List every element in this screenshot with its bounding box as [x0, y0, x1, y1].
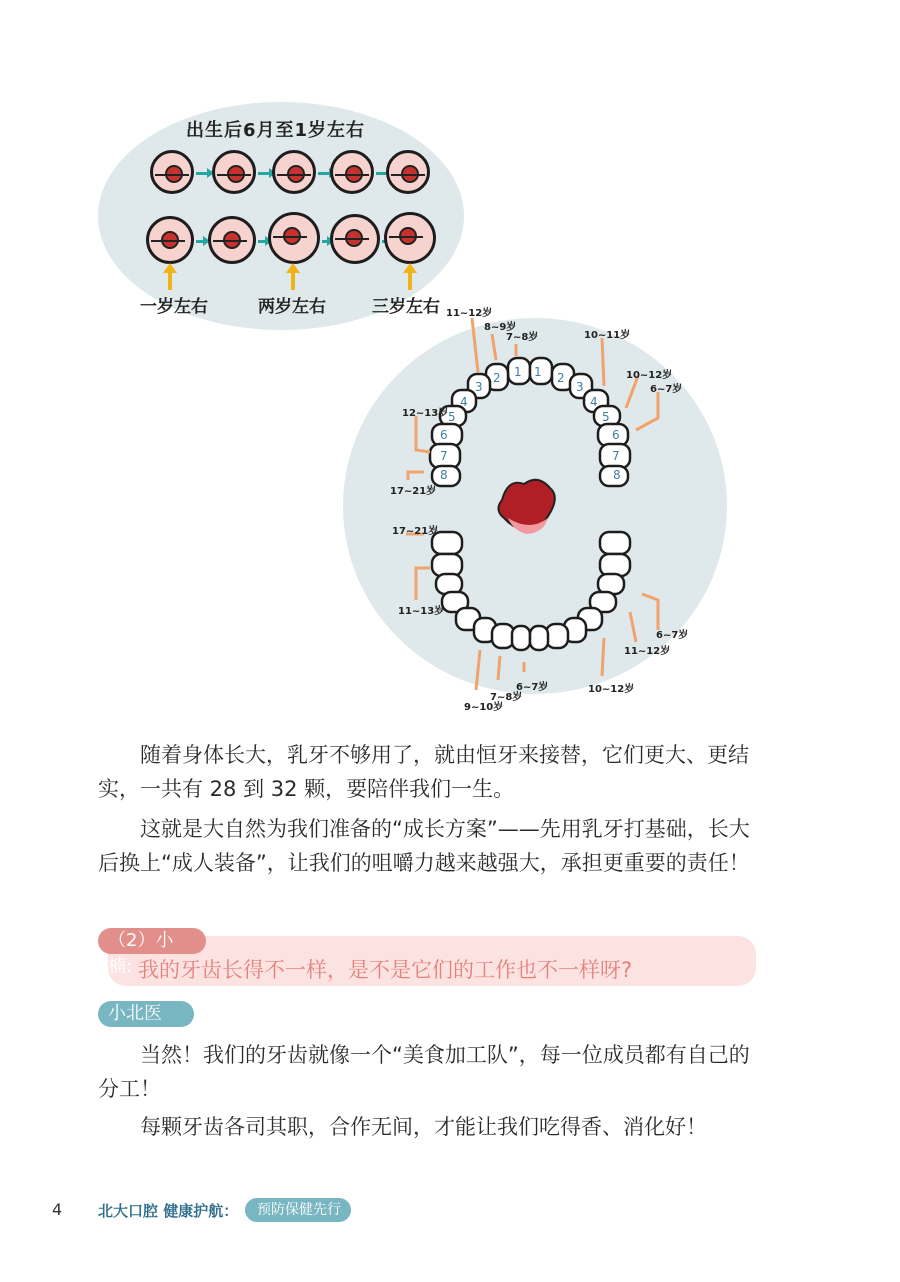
baby-teeth-illustration-title: 出生后6月至1岁左右 [186, 120, 366, 141]
speaker-tag-xiaonan: （2）小楠: [98, 928, 206, 954]
chapter-badge: 预防保健先行 [245, 1198, 351, 1222]
mouth-stage-icon [212, 150, 256, 194]
age-label: 9~10岁 [464, 702, 504, 713]
age-label: 12~13岁 [402, 408, 449, 419]
mouth-stage-icon [272, 150, 316, 194]
body-paragraph: 这就是大自然为我们准备的“成长方案”——先用乳牙打基础，长大后换上“成人装备”，让我们的咀嚼力越来越强大，承担更重要的责任！ [98, 817, 750, 875]
age-label: 6~7岁 [656, 630, 689, 641]
up-arrow-icon [168, 272, 172, 290]
age-label: 17~21岁 [390, 486, 437, 497]
mouth-stage-icon [330, 150, 374, 194]
mouth-stage-icon [208, 216, 256, 264]
next-arrow-icon [318, 172, 330, 175]
age-label: 7~8岁 [506, 332, 539, 343]
tooth-number: 3 [475, 380, 483, 394]
doctor-answer-paragraph: 当然！我们的牙齿就像一个“美食加工队”，每一位成员都有自己的分工！ [98, 1043, 750, 1101]
tooth-number: 5 [602, 410, 610, 424]
tooth-number: 4 [460, 395, 468, 409]
age-label: 三岁左右 [372, 297, 440, 317]
next-arrow-icon [196, 240, 204, 243]
body-paragraph: 随着身体长大，乳牙不够用了，就由恒牙来接替，它们更大、更结实，一共有 28 到 32 颗，要陪伴我们一生。 [98, 743, 749, 801]
tooth-number: 2 [493, 371, 501, 385]
question-text: 我的牙齿长得不一样，是不是它们的工作也不一样呀? [138, 958, 633, 982]
age-label: 11~12岁 [446, 308, 493, 319]
mouth-stage-icon [384, 212, 436, 264]
doctor-answer-paragraph: 每颗牙齿各司其职，合作无间，才能让我们吃得香、消化好！ [140, 1115, 707, 1139]
tooth-number: 4 [590, 395, 598, 409]
tooth-number: 7 [440, 449, 448, 463]
age-label: 一岁左右 [140, 297, 208, 317]
age-label: 8~9岁 [484, 322, 517, 333]
mouth-stage-icon [150, 150, 194, 194]
tooth-number: 5 [448, 410, 456, 424]
mouth-stage-icon [268, 212, 320, 264]
age-label: 两岁左右 [258, 297, 326, 317]
tooth-number: 8 [613, 468, 621, 482]
up-arrow-icon [408, 272, 412, 290]
next-arrow-icon [322, 240, 328, 243]
mouth-stage-icon [146, 216, 194, 264]
page-number: 4 [52, 1200, 63, 1219]
age-label: 7~8岁 [490, 692, 523, 703]
tooth-number: 6 [612, 428, 620, 442]
tooth-number: 1 [534, 365, 542, 379]
tooth-number: 6 [440, 428, 448, 442]
tooth-number: 2 [557, 371, 565, 385]
age-label: 11~12岁 [624, 646, 671, 657]
age-label: 6~7岁 [516, 682, 549, 693]
tooth-number: 1 [514, 365, 522, 379]
age-label: 6~7岁 [650, 384, 683, 395]
age-label: 10~11岁 [584, 330, 631, 341]
tooth-number: 3 [576, 380, 584, 394]
speaker-tag-doctor: 小北医生: [98, 1001, 194, 1027]
up-arrow-icon [291, 272, 295, 290]
mouth-stage-icon [386, 150, 430, 194]
next-arrow-icon [258, 172, 270, 175]
age-label: 10~12岁 [626, 370, 673, 381]
mouth-stage-icon [330, 214, 380, 264]
next-arrow-icon [258, 240, 266, 243]
book-title: 北大口腔 健康护航： [98, 1202, 239, 1220]
tooth-number: 7 [612, 449, 620, 463]
age-label: 17~21岁 [392, 526, 439, 537]
tooth-number: 8 [440, 468, 448, 482]
age-label: 10~12岁 [588, 684, 635, 695]
next-arrow-icon [196, 172, 208, 175]
age-label: 11~13岁 [398, 606, 445, 617]
